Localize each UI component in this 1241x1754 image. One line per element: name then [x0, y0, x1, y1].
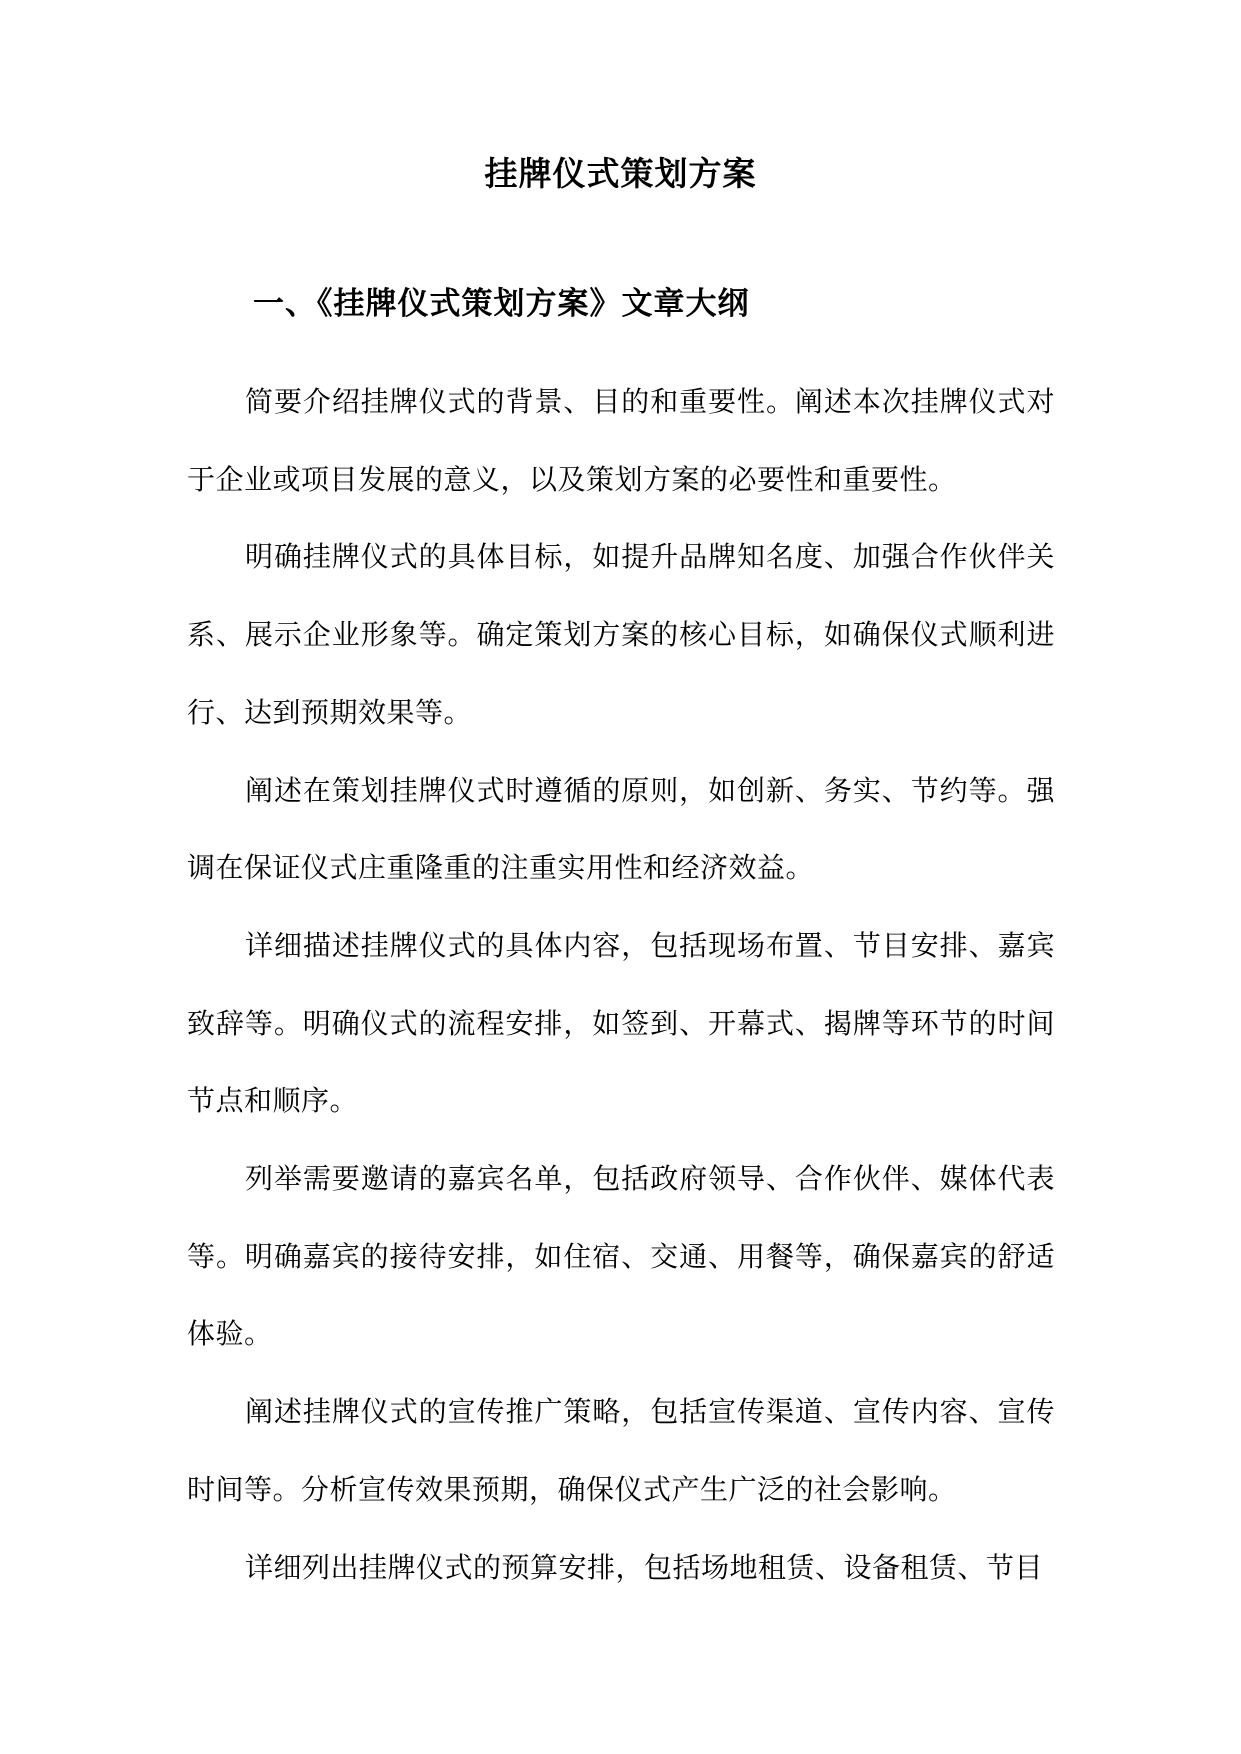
- paragraph-budget: 详细列出挂牌仪式的预算安排，包括场地租赁、设备租赁、节目: [245, 1550, 1044, 1584]
- paragraph-promotion: 阐述挂牌仪式的宣传推广策略，包括宣传渠道、宣传内容、宣传时间等。分析宣传效果预期，确保仪式产生广泛的社会影响。: [187, 1395, 1055, 1506]
- paragraph-background: 简要介绍挂牌仪式的背景、目的和重要性。阐述本次挂牌仪式对于企业或项目发展的意义，以及策划方案的必要性和重要性。: [187, 385, 1055, 496]
- paragraph-principles: 阐述在策划挂牌仪式时遵循的原则，如创新、务实、节约等。强调在保证仪式庄重隆重的注重实用性和经济效益。: [187, 773, 1055, 885]
- paragraph-goals: 明确挂牌仪式的具体目标，如提升品牌知名度、加强合作伙伴关系、展示企业形象等。确定策划方案的核心目标，如确保仪式顺利进行、达到预期效果等。: [187, 540, 1055, 729]
- section-heading: 一、《挂牌仪式策划方案》文章大纲: [253, 286, 750, 322]
- body-text: [187, 363, 1055, 1606]
- document-title: 挂牌仪式策划方案: [484, 154, 757, 193]
- paragraph-guests: 列举需要邀请的嘉宾名单，包括政府领导、合作伙伴、媒体代表等。明确嘉宾的接待安排，如住宿、交通、用餐等，确保嘉宾的舒适体验。: [187, 1162, 1055, 1351]
- paragraph-content: 详细描述挂牌仪式的具体内容，包括现场布置、节目安排、嘉宾致辞等。明确仪式的流程安排，如签到、开幕式、揭牌等环节的时间节点和顺序。: [187, 928, 1055, 1118]
